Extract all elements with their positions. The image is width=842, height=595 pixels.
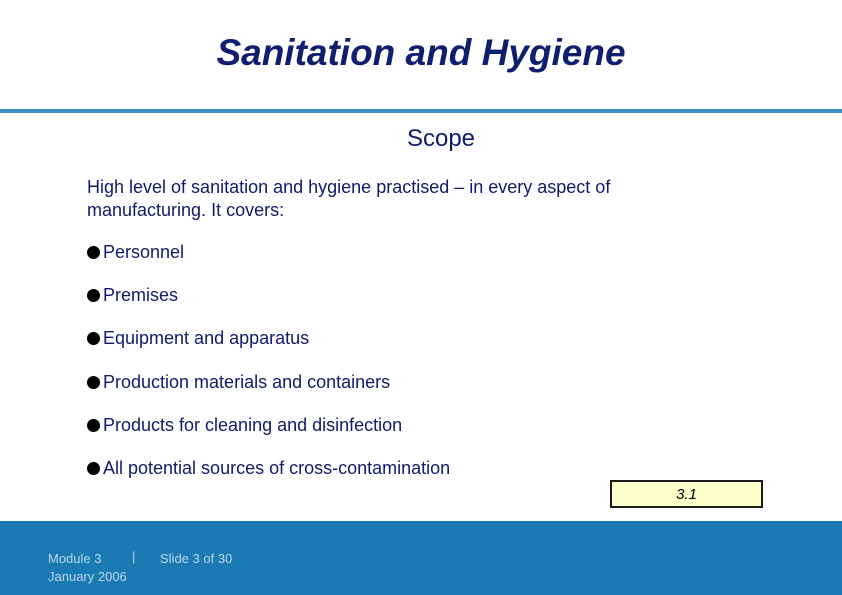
bullet-item xyxy=(87,242,450,285)
bullet-item xyxy=(87,458,450,501)
bullet-text: All potential sources of cross-contamination xyxy=(103,457,451,478)
bullet-text: Personnel xyxy=(103,242,185,262)
footer-module: Module 3 xyxy=(48,551,102,566)
bullet-text: Premises xyxy=(103,285,179,306)
bullet-item xyxy=(87,328,450,371)
slide-title: Sanitation and Hygiene xyxy=(216,32,626,73)
title-divider xyxy=(0,109,842,113)
slide-subtitle: Scope xyxy=(406,125,476,152)
bullet-icon xyxy=(87,289,100,302)
bullet-item xyxy=(87,285,450,328)
reference-box xyxy=(610,480,763,508)
bullet-icon xyxy=(87,246,100,259)
bullet-item xyxy=(87,415,450,458)
bullet-icon xyxy=(87,376,100,389)
footer-slide-number: Slide 3 of 30 xyxy=(160,551,233,566)
bullet-icon xyxy=(87,419,100,432)
bullet-text: Production materials and containers xyxy=(103,371,391,392)
footer-separator: | xyxy=(132,549,136,564)
bullet-item xyxy=(87,372,450,415)
footer-bar xyxy=(0,521,842,595)
reference-number: 3.1 xyxy=(676,485,697,503)
bullet-text: Products for cleaning and disinfection xyxy=(103,414,403,435)
bullet-icon xyxy=(87,332,100,345)
footer-date: January 2006 xyxy=(48,569,127,584)
intro-text: High level of sanitation and hygiene practised – in every aspect of manufacturing. It covers: xyxy=(87,177,611,220)
bullet-text: Equipment and apparatus xyxy=(103,328,310,349)
bullet-list xyxy=(87,242,450,501)
bullet-icon xyxy=(87,462,100,475)
